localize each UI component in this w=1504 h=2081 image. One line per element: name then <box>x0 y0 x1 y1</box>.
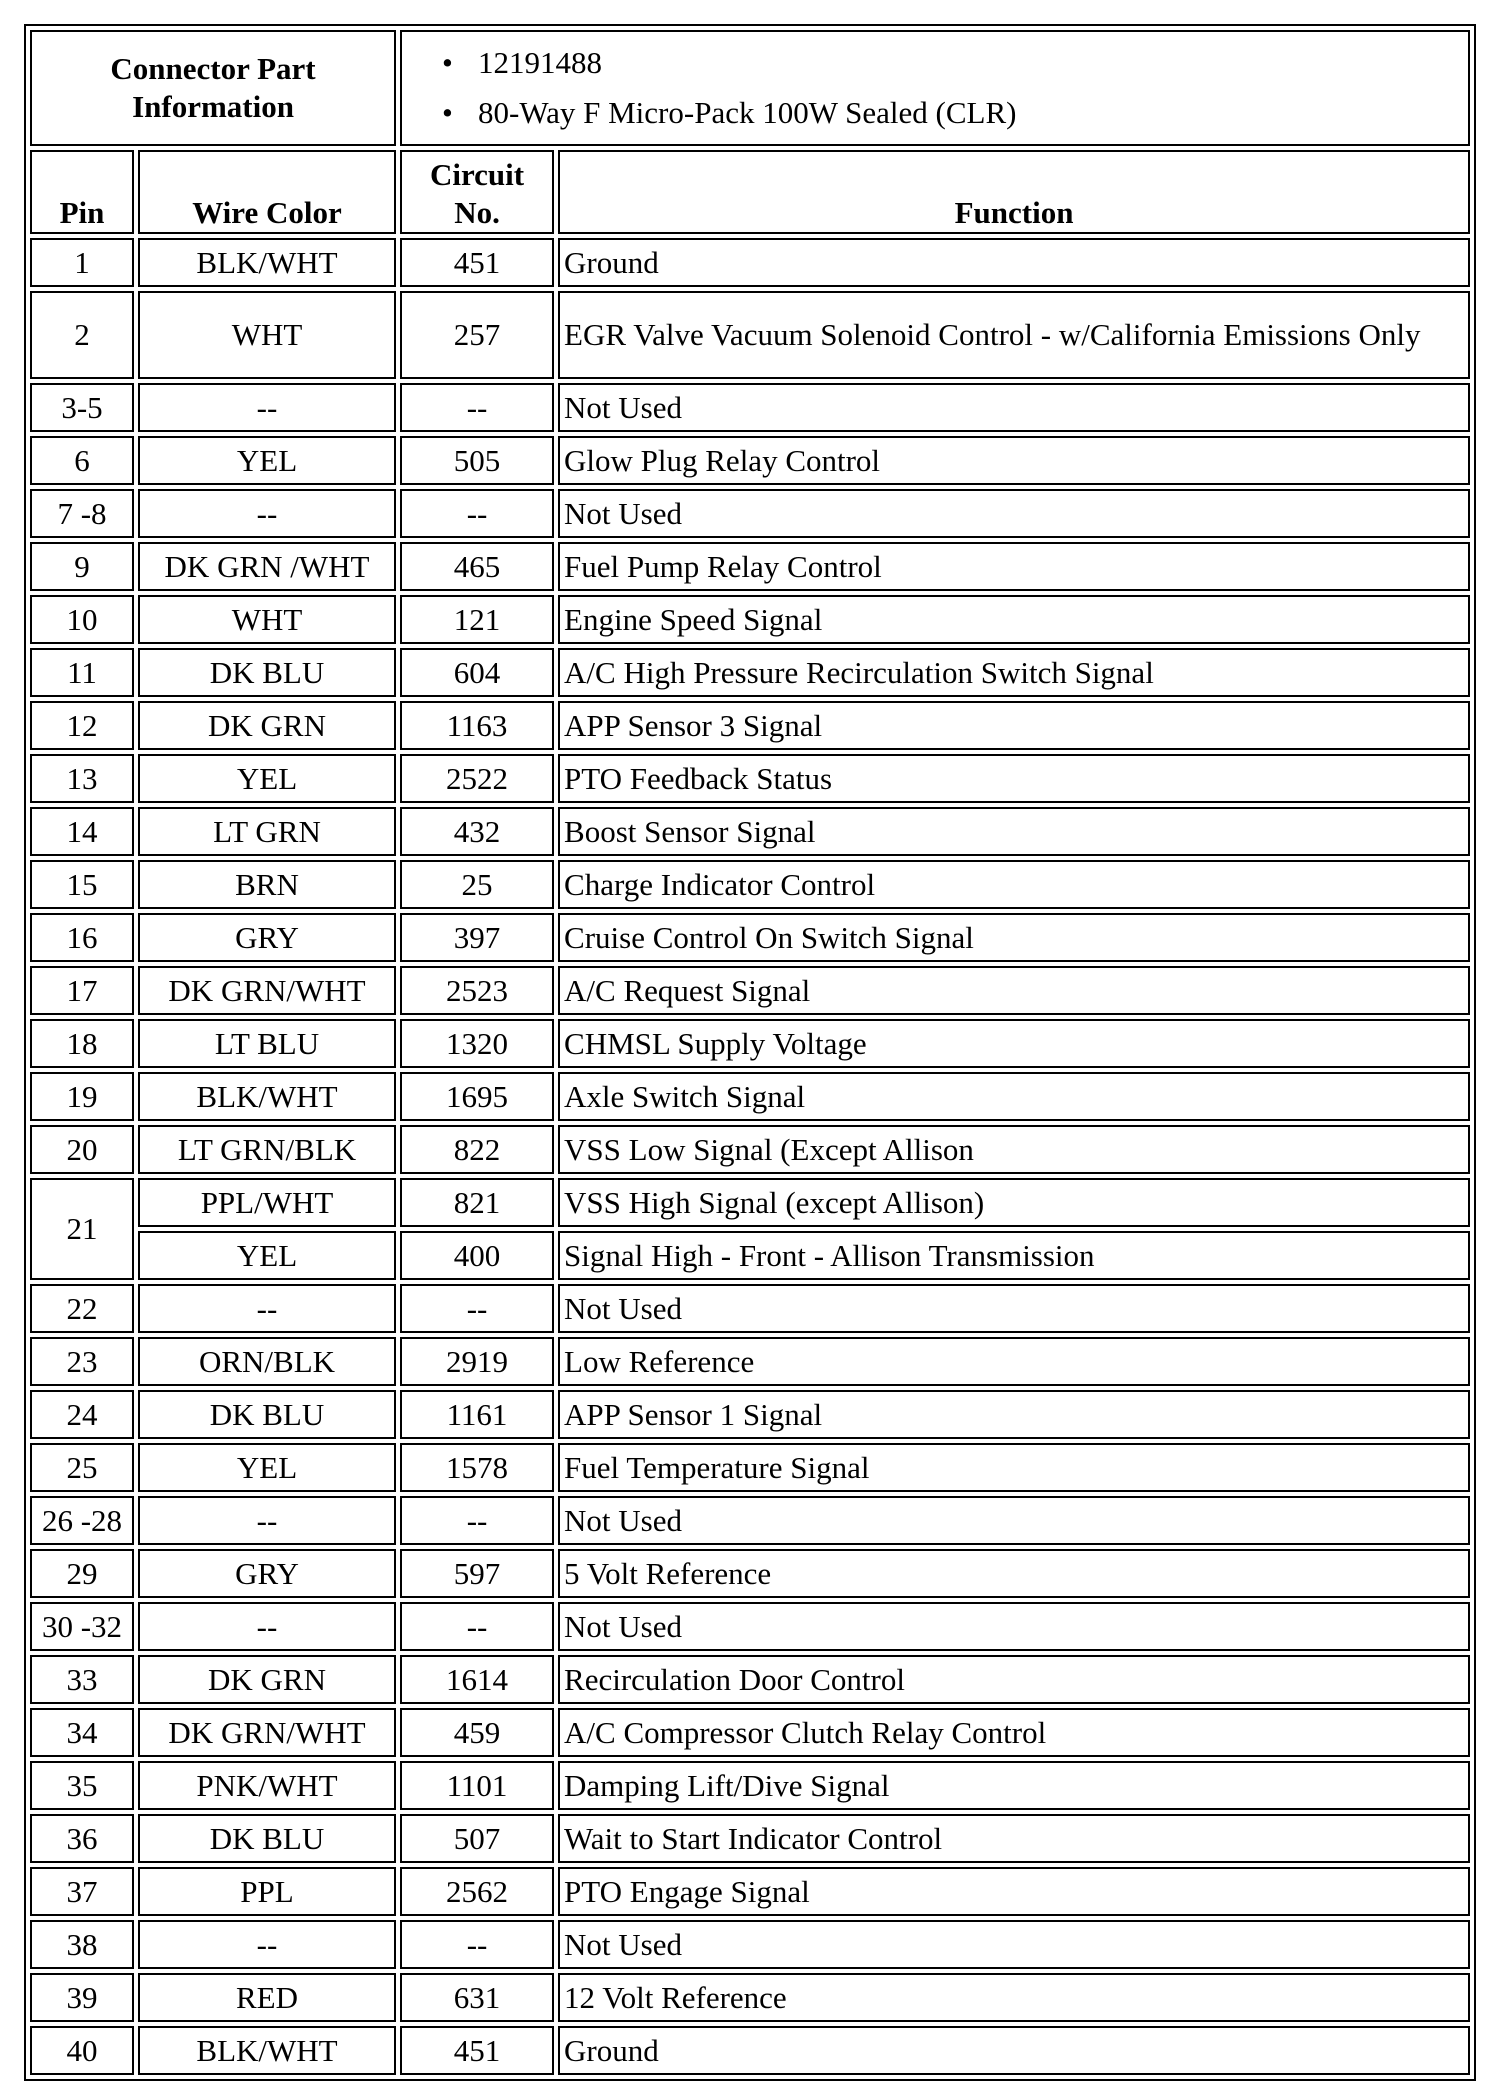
wire-color-cell: -- <box>138 383 396 432</box>
pin-cell: 15 <box>30 860 134 909</box>
function-cell: Fuel Pump Relay Control <box>558 542 1470 591</box>
column-header-function: Function <box>558 150 1470 234</box>
pin-cell: 9 <box>30 542 134 591</box>
circuit-cell: 1101 <box>400 1761 554 1810</box>
connector-item-text: 80-Way F Micro-Pack 100W Sealed (CLR) <box>478 95 1017 130</box>
column-header-row <box>30 150 1470 234</box>
wire-color-cell: LT GRN <box>138 807 396 856</box>
table-row <box>30 966 1470 1015</box>
wire-color-cell: PPL/WHT <box>138 1178 396 1227</box>
circuit-cell: -- <box>400 1284 554 1333</box>
pin-cell: 36 <box>30 1814 134 1863</box>
table-row <box>30 595 1470 644</box>
table-row <box>30 1496 1470 1545</box>
circuit-cell: 2562 <box>400 1867 554 1916</box>
function-cell: Not Used <box>558 383 1470 432</box>
pin-cell: 17 <box>30 966 134 1015</box>
function-cell: CHMSL Supply Voltage <box>558 1019 1470 1068</box>
circuit-cell: -- <box>400 1496 554 1545</box>
function-cell: Wait to Start Indicator Control <box>558 1814 1470 1863</box>
function-cell: Not Used <box>558 1496 1470 1545</box>
circuit-cell: -- <box>400 1920 554 1969</box>
table-row <box>30 1337 1470 1386</box>
connector-info-row <box>30 30 1470 146</box>
table-row <box>30 1920 1470 1969</box>
function-cell: A/C Compressor Clutch Relay Control <box>558 1708 1470 1757</box>
function-cell: Not Used <box>558 1602 1470 1651</box>
bullet-icon: • <box>442 95 453 130</box>
wire-color-cell: DK GRN <box>138 701 396 750</box>
function-cell: Boost Sensor Signal <box>558 807 1470 856</box>
bullet-icon: • <box>442 45 453 80</box>
table-row <box>30 1549 1470 1598</box>
wire-color-cell: YEL <box>138 436 396 485</box>
function-cell: A/C High Pressure Recirculation Switch Signal <box>558 648 1470 697</box>
table-row <box>30 1019 1470 1068</box>
pin-cell: 39 <box>30 1973 134 2022</box>
pin-cell: 34 <box>30 1708 134 1757</box>
pin-cell: 13 <box>30 754 134 803</box>
table-row <box>30 291 1470 379</box>
circuit-cell: 507 <box>400 1814 554 1863</box>
circuit-cell: 257 <box>400 291 554 379</box>
pin-cell: 3-5 <box>30 383 134 432</box>
wire-color-cell: ORN/BLK <box>138 1337 396 1386</box>
connector-document <box>24 24 1476 2081</box>
circuit-cell: 432 <box>400 807 554 856</box>
circuit-cell: 121 <box>400 595 554 644</box>
pin-cell: 38 <box>30 1920 134 1969</box>
function-cell: PTO Feedback Status <box>558 754 1470 803</box>
table-row <box>30 1814 1470 1863</box>
wire-color-cell: DK BLU <box>138 1814 396 1863</box>
table-row <box>30 913 1470 962</box>
wire-color-cell: DK GRN /WHT <box>138 542 396 591</box>
table-row <box>30 1231 1470 1280</box>
function-cell: Engine Speed Signal <box>558 595 1470 644</box>
table-row <box>30 489 1470 538</box>
function-cell: Ground <box>558 238 1470 287</box>
circuit-cell: 1614 <box>400 1655 554 1704</box>
function-cell: 5 Volt Reference <box>558 1549 1470 1598</box>
wire-color-cell: LT GRN/BLK <box>138 1125 396 1174</box>
column-header-circuit <box>400 150 554 234</box>
connector-item-text: 12191488 <box>478 45 603 80</box>
wire-color-cell: RED <box>138 1973 396 2022</box>
pin-cell: 37 <box>30 1867 134 1916</box>
circuit-cell: 597 <box>400 1549 554 1598</box>
function-cell: APP Sensor 1 Signal <box>558 1390 1470 1439</box>
circuit-cell: 451 <box>400 2026 554 2075</box>
wire-color-cell: PNK/WHT <box>138 1761 396 1810</box>
table-row <box>30 1602 1470 1651</box>
function-cell: Charge Indicator Control <box>558 860 1470 909</box>
circuit-cell: 1320 <box>400 1019 554 1068</box>
table-row <box>30 860 1470 909</box>
table-row <box>30 2026 1470 2075</box>
function-cell: VSS Low Signal (Except Allison <box>558 1125 1470 1174</box>
pin-cell: 19 <box>30 1072 134 1121</box>
table-row <box>30 436 1470 485</box>
table-row <box>30 807 1470 856</box>
pin-cell: 25 <box>30 1443 134 1492</box>
function-cell: APP Sensor 3 Signal <box>558 701 1470 750</box>
function-cell: Glow Plug Relay Control <box>558 436 1470 485</box>
wire-color-cell: DK GRN/WHT <box>138 1708 396 1757</box>
table-row <box>30 1284 1470 1333</box>
wire-color-cell: BLK/WHT <box>138 238 396 287</box>
circuit-cell: 604 <box>400 648 554 697</box>
wire-color-cell: -- <box>138 1496 396 1545</box>
pin-cell: 26 -28 <box>30 1496 134 1545</box>
function-cell: EGR Valve Vacuum Solenoid Control - w/California Emissions Only <box>558 291 1470 379</box>
circuit-cell: 1695 <box>400 1072 554 1121</box>
wire-color-cell: DK GRN <box>138 1655 396 1704</box>
circuit-cell: -- <box>400 383 554 432</box>
pin-cell: 30 -32 <box>30 1602 134 1651</box>
table-row <box>30 754 1470 803</box>
table-row <box>30 238 1470 287</box>
table-row <box>30 1655 1470 1704</box>
wire-color-cell: WHT <box>138 595 396 644</box>
pin-cell: 11 <box>30 648 134 697</box>
wire-color-cell: DK GRN/WHT <box>138 966 396 1015</box>
pin-cell: 23 <box>30 1337 134 1386</box>
function-cell: VSS High Signal (except Allison) <box>558 1178 1470 1227</box>
wire-color-cell: -- <box>138 1602 396 1651</box>
table-row <box>30 1761 1470 1810</box>
table-row <box>30 1708 1470 1757</box>
pin-cell: 33 <box>30 1655 134 1704</box>
function-cell: PTO Engage Signal <box>558 1867 1470 1916</box>
pin-cell: 10 <box>30 595 134 644</box>
circuit-cell: 400 <box>400 1231 554 1280</box>
connector-info-values <box>400 30 1470 146</box>
pin-cell: 6 <box>30 436 134 485</box>
connector-table <box>24 24 1476 2081</box>
function-cell: Fuel Temperature Signal <box>558 1443 1470 1492</box>
circuit-cell: 505 <box>400 436 554 485</box>
function-cell: Not Used <box>558 489 1470 538</box>
column-header-circuit-text: Circuit No. <box>429 157 525 230</box>
function-cell: Low Reference <box>558 1337 1470 1386</box>
circuit-cell: 25 <box>400 860 554 909</box>
function-cell: Damping Lift/Dive Signal <box>558 1761 1470 1810</box>
wire-color-cell: GRY <box>138 913 396 962</box>
table-row <box>30 701 1470 750</box>
function-cell: Signal High - Front - Allison Transmission <box>558 1231 1470 1280</box>
function-cell: A/C Request Signal <box>558 966 1470 1015</box>
column-header-pin: Pin <box>30 150 134 234</box>
circuit-cell: 1163 <box>400 701 554 750</box>
circuit-cell: 459 <box>400 1708 554 1757</box>
function-cell: Not Used <box>558 1284 1470 1333</box>
pin-cell: 40 <box>30 2026 134 2075</box>
wire-color-cell: YEL <box>138 1443 396 1492</box>
connector-info-label: Connector Part Information <box>30 30 396 146</box>
table-row <box>30 1390 1470 1439</box>
wire-color-cell: BLK/WHT <box>138 2026 396 2075</box>
wire-color-cell: PPL <box>138 1867 396 1916</box>
function-cell: Not Used <box>558 1920 1470 1969</box>
circuit-cell: 1161 <box>400 1390 554 1439</box>
table-row <box>30 648 1470 697</box>
pin-cell: 7 -8 <box>30 489 134 538</box>
connector-description <box>442 88 1428 138</box>
wire-color-cell: DK BLU <box>138 1390 396 1439</box>
wire-color-cell: -- <box>138 489 396 538</box>
pin-cell: 22 <box>30 1284 134 1333</box>
pin-cell: 16 <box>30 913 134 962</box>
pin-cell: 21 <box>30 1178 134 1280</box>
pin-cell: 18 <box>30 1019 134 1068</box>
table-row <box>30 1072 1470 1121</box>
circuit-cell: 631 <box>400 1973 554 2022</box>
column-header-wire-color: Wire Color <box>138 150 396 234</box>
connector-part-number <box>442 38 1428 88</box>
table-row <box>30 542 1470 591</box>
circuit-cell: -- <box>400 1602 554 1651</box>
table-row <box>30 1125 1470 1174</box>
pin-cell: 20 <box>30 1125 134 1174</box>
wire-color-cell: YEL <box>138 1231 396 1280</box>
table-row <box>30 1178 1470 1227</box>
pin-cell: 29 <box>30 1549 134 1598</box>
table-row <box>30 1973 1470 2022</box>
function-cell: Ground <box>558 2026 1470 2075</box>
wire-color-cell: LT BLU <box>138 1019 396 1068</box>
circuit-cell: 2919 <box>400 1337 554 1386</box>
wire-color-cell: GRY <box>138 1549 396 1598</box>
pin-cell: 35 <box>30 1761 134 1810</box>
function-cell: Cruise Control On Switch Signal <box>558 913 1470 962</box>
function-cell: Axle Switch Signal <box>558 1072 1470 1121</box>
circuit-cell: 1578 <box>400 1443 554 1492</box>
wire-color-cell: -- <box>138 1284 396 1333</box>
circuit-cell: 821 <box>400 1178 554 1227</box>
pin-cell: 1 <box>30 238 134 287</box>
wire-color-cell: DK BLU <box>138 648 396 697</box>
circuit-cell: 822 <box>400 1125 554 1174</box>
circuit-cell: 465 <box>400 542 554 591</box>
table-row <box>30 383 1470 432</box>
function-cell: 12 Volt Reference <box>558 1973 1470 2022</box>
table-row <box>30 1443 1470 1492</box>
wire-color-cell: -- <box>138 1920 396 1969</box>
wire-color-cell: BLK/WHT <box>138 1072 396 1121</box>
circuit-cell: 2523 <box>400 966 554 1015</box>
wire-color-cell: YEL <box>138 754 396 803</box>
pin-cell: 12 <box>30 701 134 750</box>
pin-cell: 24 <box>30 1390 134 1439</box>
wire-color-cell: BRN <box>138 860 396 909</box>
wire-color-cell: WHT <box>138 291 396 379</box>
circuit-cell: -- <box>400 489 554 538</box>
table-row <box>30 1867 1470 1916</box>
pin-cell: 14 <box>30 807 134 856</box>
circuit-cell: 397 <box>400 913 554 962</box>
function-cell: Recirculation Door Control <box>558 1655 1470 1704</box>
circuit-cell: 451 <box>400 238 554 287</box>
circuit-cell: 2522 <box>400 754 554 803</box>
pin-cell: 2 <box>30 291 134 379</box>
